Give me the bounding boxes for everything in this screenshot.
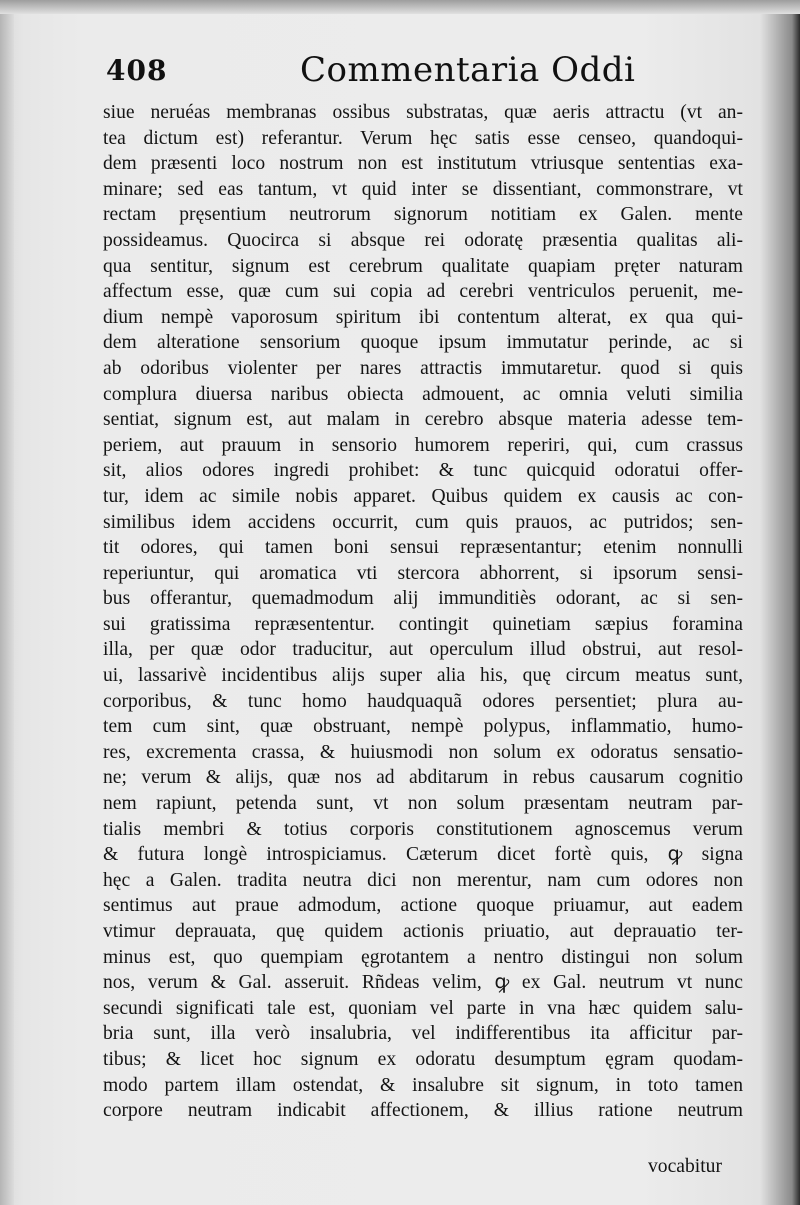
text-line: sui gratissima repræsententur. contingit quinetiam sæpius foramina	[103, 613, 743, 635]
text-line: minare; sed eas tantum, vt quid inter se dissentiant, commonstrare, vt	[103, 178, 743, 200]
text-line: & futura longè introspiciamus. Cæterum dicet fortè quis, ꝙ signa	[103, 844, 743, 866]
text-line: dem alteratione sensorium quoque ipsum immutatur perinde, ac si	[103, 332, 743, 354]
text-line: vtimur deprauata, quę quidem actionis priuatio, aut deprauatio ter-	[103, 921, 743, 942]
text-line: illa, per quæ odor traducitur, aut operculum illud obstrui, aut resol-	[103, 639, 743, 661]
text-line: modo partem illam ostendat, & insalubre sit signum, in toto tamen	[103, 1074, 743, 1096]
text-line: sentimus aut praue admodum, actione quoque priuamur, aut eadem	[103, 895, 743, 917]
text-line: possideamus. Quocirca si absque rei odoratę præsentia qualitas ali-	[103, 229, 743, 251]
text-line: corporibus, & tunc homo haudquaquã odores persentiet; plura au-	[103, 690, 743, 712]
text-line: periem, aut prauum in sensorio humorem reperiri, qui, cum crassus	[103, 434, 743, 456]
text-line: reperiuntur, qui aromatica vti stercora abhorrent, si ipsorum sensi-	[103, 562, 743, 584]
text-line: tur, idem ac simile nobis apparet. Quibus quidem ex causis ac con-	[103, 485, 743, 507]
text-line: minus est, quo quempiam ęgrotantem a nentro distingui non solum	[103, 946, 743, 968]
text-line: rectam pręsentium neutrorum signorum notitiam ex Galen. mente	[103, 204, 743, 226]
text-line: similibus idem accidens occurrit, cum quis prauos, ac putridos; sen-	[103, 511, 743, 533]
page-number: 408	[106, 54, 168, 87]
text-line: sit, alios odores ingredi prohibet: & tunc quicquid odoratui offer-	[103, 460, 743, 482]
text-line: ne; verum & alijs, quæ nos ad abditarum in rebus causarum cognitio	[103, 767, 743, 789]
text-line: qua sentitur, signum est cerebrum qualitate quapiam pręter naturam	[103, 255, 743, 277]
text-line: affectum esse, quæ cum sui copia ad cerebri ventriculos peruenit, me-	[103, 281, 743, 303]
text-line: siue neruéas membranas ossibus substratas, quæ aeris attractu (vt an-	[103, 102, 743, 123]
text-line: tit odores, qui tamen boni sensui repræsentantur; etenim nonnulli	[103, 537, 743, 559]
text-line: dem præsenti loco nostrum non est institutum vtriusque sententias exa-	[103, 153, 743, 175]
text-line: tibus; & licet hoc signum ex odoratu desumptum ęgram quodam-	[103, 1048, 743, 1070]
text-line: hęc a Galen. tradita neutra dici non merentur, nam cum odores non	[103, 869, 743, 891]
text-line: secundi significati tale est, quoniam vel parte in vna hæc quidem salu-	[103, 997, 743, 1019]
text-line: tialis membri & totius corporis constitutionem agnoscemus verum	[103, 818, 743, 840]
catchword: vocabitur	[648, 1156, 722, 1177]
text-line: res, excrementa crassa, & huiusmodi non solum ex odoratus sensatio-	[103, 741, 743, 763]
text-line: tea dictum est) referantur. Verum hęc satis esse censeo, quandoqui-	[103, 127, 743, 149]
page-header	[100, 50, 740, 94]
text-line: tem cum sint, quæ obstruant, nempè polypus, inflammatio, humo-	[103, 716, 743, 738]
body-text	[103, 100, 743, 1124]
text-line: dium nempè vaporosum spiritum ibi contentum alterat, ex qua qui-	[103, 306, 743, 328]
text-line: bria sunt, illa verò insalubria, vel indifferentibus ita afficitur par-	[103, 1023, 743, 1045]
text-line: bus offerantur, quemadmodum alij immunditiès odorant, ac si sen-	[103, 588, 743, 610]
text-line: sentiat, signum est, aut malam in cerebro absque materia adesse tem-	[103, 409, 743, 431]
text-line: nem rapiunt, petenda sunt, vt non solum præsentam neutram par-	[103, 793, 743, 815]
text-line: ui, lassarivè incidentibus alijs super alia his, quę circum meatus sunt,	[103, 665, 743, 687]
text-line: corpore neutram indicabit affectionem, & illius ratione neutrum	[103, 1100, 743, 1122]
text-line: ab odoribus violenter per nares attractis immutaretur. quod si quis	[103, 357, 743, 379]
text-line: nos, verum & Gal. asseruit. Rñdeas velim, ꝙ ex Gal. neutrum vt nunc	[103, 972, 743, 994]
text-line: complura diuersa naribus obiecta admouent, ac omnia veluti similia	[103, 383, 743, 405]
running-title: Commentaria Oddi	[300, 50, 636, 90]
